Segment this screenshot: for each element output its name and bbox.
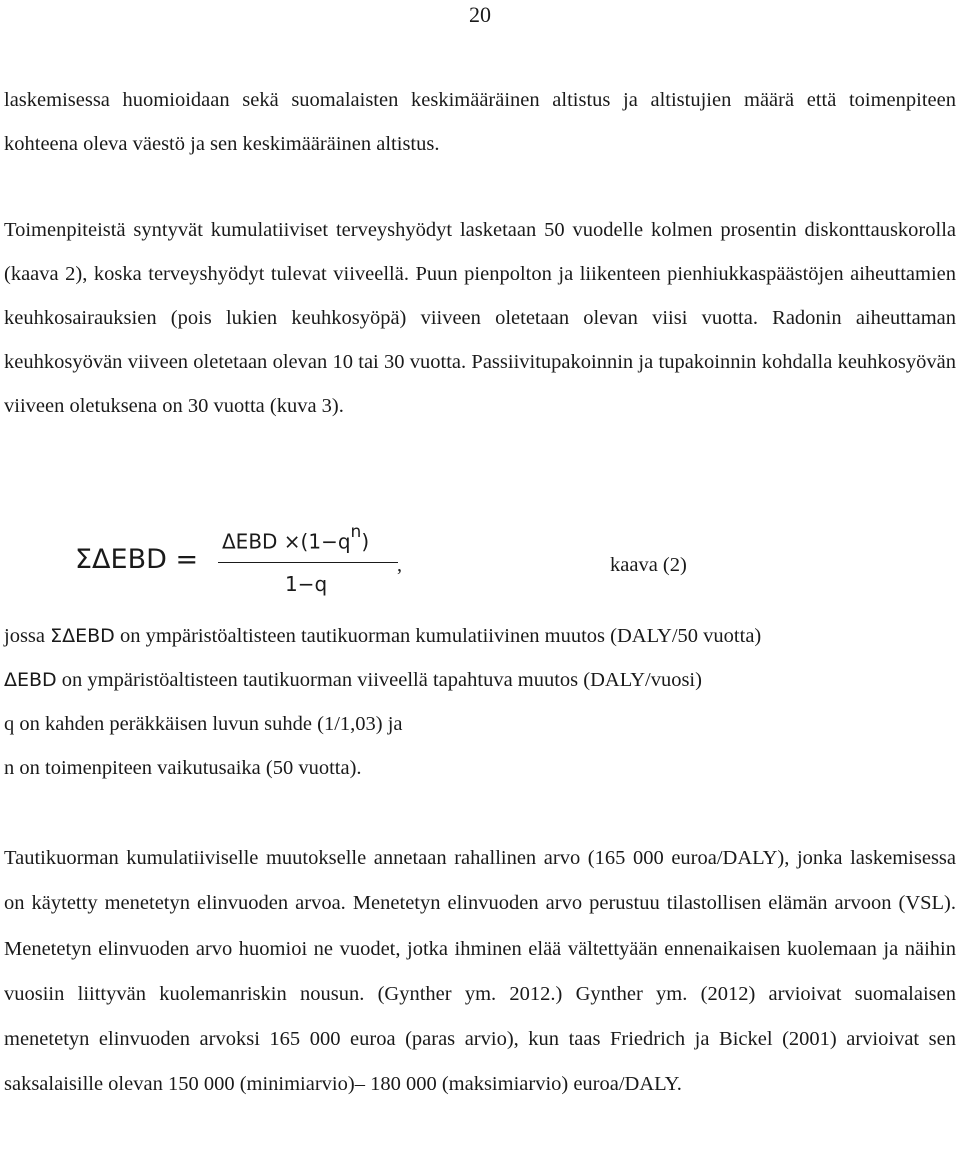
definition-line: n on toimenpiteen vaikutusaika (50 vuotta). [4,757,362,779]
definition-line: q on kahden peräkkäisen luvun suhde (1/1,03) ja [4,713,403,735]
numerator-base: ΔEBD ×(1−q [222,529,351,554]
formula-denominator: 1−q [285,572,328,596]
fraction-bar [218,562,398,563]
numerator-exponent: n [350,522,362,542]
paragraph-intro: laskemisessa huomioidaan sekä suomalaisten keskimääräinen altistus ja altistujien määrä että toimenpiteen kohteena oleva väestö ja sen keskimääräinen altistus. [4,89,956,155]
paragraph-health-benefits: Toimenpiteistä syntyvät kumulatiiviset terveyshyödyt lasketaan 50 vuodelle kolmen prosentin diskonttauskorolla (kaava 2), koska terveyshyödyt tulevat viiveellä. Puun pienpolton ja liikenteen pienhiukkaspäästöjen aiheuttamien keuhkosairauksien (pois lukien keuhkosyöpä) viiveen oletetaan olevan viisi vuotta. Radonin aiheuttaman keuhkosyövän viiveen oletetaan olevan 10 tai 30 vuotta. Passiivitupakoinnin ja tupakoinnin kohdalla keuhkosyövän viiveen oletuksena on 30 vuotta (kuva 3). [4,219,956,417]
formula-comma: , [397,554,402,576]
paragraph-monetary-value: Tautikuorman kumulatiiviselle muutokselle annetaan rahallinen arvo (165 000 euroa/DALY), jonka laskemisessa on käytetty menetetyn elinvuoden arvoa. Menetetyn elinvuoden arvo perustuu tilastollisen elämän arvoon (VSL). Menetetyn elinvuoden arvo huomioi ne vuodet, jotka ihminen elää vältettyään ennenaikaisen kuolemaan ja näihin vuosiin liittyvän kuolemanriskin nousun. (Gynther ym. 2012.) Gynther ym. (2012) arvioivat suomalaisen menetetyn elinvuoden arvoksi 165 000 euroa (paras arvio), kun taas Friedrich ja Bickel (2001) arvioivat sen saksalaisille olevan 150 000 (minimiarvio)– 180 000 (maksimiarvio) euroa/DALY. [4,847,956,1096]
formula-block [0,516,960,606]
formula-label: kaava (2) [610,554,687,576]
definition-text: on ympäristöaltisteen tautikuorman viiveellä tapahtuva muutos (DALY/vuosi) [56,669,702,691]
definition-text: on ympäristöaltisteen tautikuorman kumulatiivinen muutos (DALY/50 vuotta) [114,625,762,647]
formula-definitions [4,614,956,790]
formula-numerator [222,522,370,554]
page-number: 20 [469,2,491,27]
definition-line [4,658,956,702]
formula-lhs: ΣΔEBD = [75,544,199,575]
numerator-close: ) [361,529,370,554]
definition-prefix: jossa [4,625,51,647]
definition-line [4,614,956,658]
definition-symbol: ΣΔEBD [50,625,115,647]
definition-symbol: ΔEBD [4,669,57,691]
